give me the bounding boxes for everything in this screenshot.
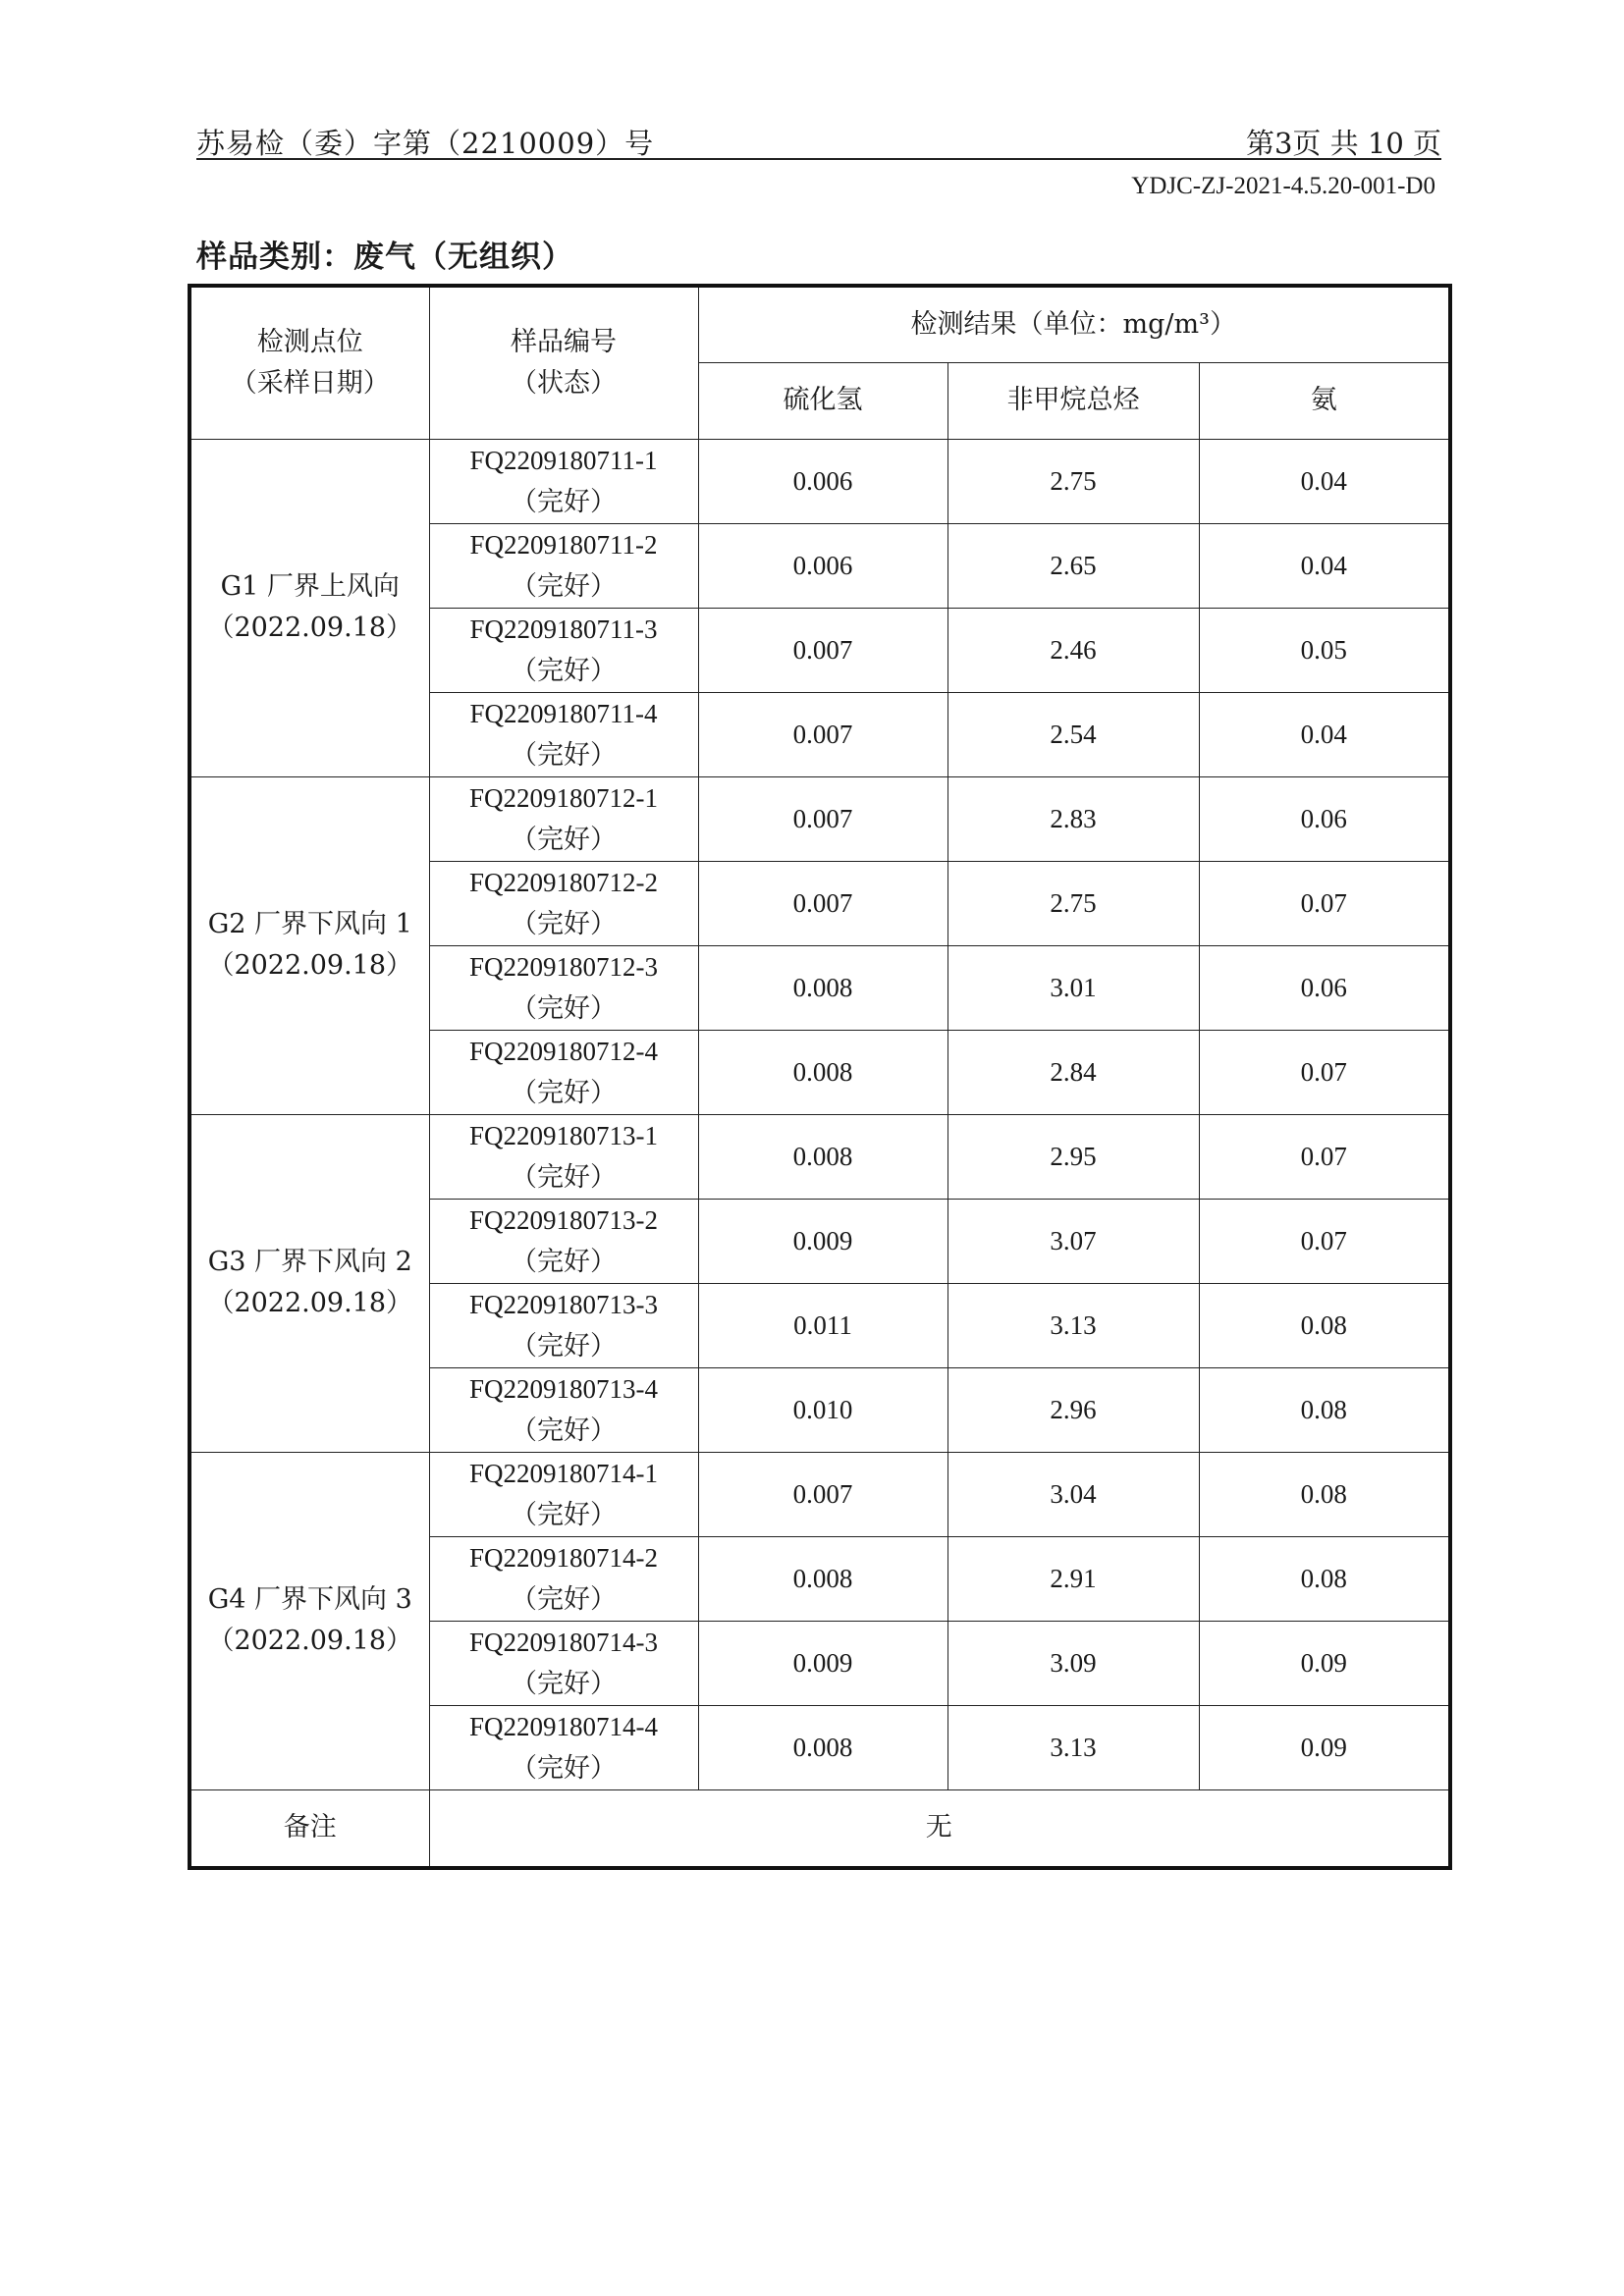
nmhc-value: 2.91 [947,1536,1199,1621]
sample-id: FQ2209180713-4 [468,1374,658,1404]
sample-cell [429,861,698,945]
nh3-value: 0.08 [1199,1452,1450,1536]
report-number: 苏易检（委）字第（2210009）号 [196,127,655,160]
monitoring-point [189,776,429,1114]
sampling-date: （2022.09.18） [207,950,413,981]
sample-cell [429,1705,698,1789]
sample-state: （完好） [511,1584,617,1614]
sample-state: （完好） [511,1500,617,1529]
nmhc-value: 2.75 [947,861,1199,945]
header-sample-line2: （状态） [511,367,617,399]
nmhc-value: 3.13 [947,1283,1199,1367]
sample-id: FQ2209180711-2 [469,530,658,560]
sample-cell [429,945,698,1030]
point-name: G1 厂界上风向 [220,571,400,602]
header-h2s: 硫化氢 [698,362,947,439]
h2s-value: 0.009 [698,1621,947,1705]
sample-cell [429,1283,698,1367]
nmhc-value: 2.96 [947,1367,1199,1452]
nmhc-value: 2.54 [947,692,1199,776]
nmhc-value: 3.13 [947,1705,1199,1789]
section-title: 样品类别：废气（无组织） [196,240,573,275]
sampling-date: （2022.09.18） [207,1288,413,1318]
results-table [188,284,1452,1870]
sample-cell [429,1199,698,1283]
header-row-1 [189,286,1450,362]
header-point-line1: 检测点位 [256,326,363,357]
sample-id: FQ2209180714-1 [468,1459,658,1488]
sample-id: FQ2209180713-1 [468,1121,658,1150]
note-row [189,1789,1450,1868]
nh3-value: 0.09 [1199,1621,1450,1705]
header-rule [196,158,1441,160]
nmhc-value: 3.09 [947,1621,1199,1705]
sample-state: （完好） [511,740,617,770]
monitoring-point [189,1452,429,1789]
sample-state: （完好） [511,1669,617,1698]
sample-id: FQ2209180711-1 [469,446,658,475]
sample-id: FQ2209180711-3 [469,614,658,644]
nmhc-value: 2.75 [947,439,1199,523]
sample-cell [429,1536,698,1621]
nh3-value: 0.04 [1199,692,1450,776]
nh3-value: 0.07 [1199,861,1450,945]
nh3-value: 0.08 [1199,1367,1450,1452]
sample-id: FQ2209180714-2 [468,1543,658,1573]
sample-state: （完好） [511,1331,617,1361]
nh3-value: 0.08 [1199,1283,1450,1367]
h2s-value: 0.008 [698,1705,947,1789]
nmhc-value: 2.83 [947,776,1199,861]
header-nmhc: 非甲烷总烃 [947,362,1199,439]
nmhc-value: 3.07 [947,1199,1199,1283]
table-row [189,439,1450,523]
header-point-line2: （采样日期） [230,367,390,399]
nmhc-value: 2.95 [947,1114,1199,1199]
sample-state: （完好） [511,993,617,1023]
point-name: G4 厂界下风向 3 [207,1584,412,1615]
table-row [189,1114,1450,1199]
sample-id: FQ2209180712-3 [468,952,658,982]
header-nh3: 氨 [1199,362,1450,439]
h2s-value: 0.007 [698,776,947,861]
sample-id: FQ2209180712-2 [468,868,658,897]
sample-cell [429,776,698,861]
header-sample-line1: 样品编号 [511,326,617,357]
sample-state: （完好） [511,909,617,938]
nh3-value: 0.06 [1199,776,1450,861]
h2s-value: 0.006 [698,523,947,608]
nmhc-value: 3.04 [947,1452,1199,1536]
h2s-value: 0.010 [698,1367,947,1452]
sample-id: FQ2209180712-4 [468,1037,658,1066]
sample-id: FQ2209180712-1 [468,783,658,813]
h2s-value: 0.008 [698,1114,947,1199]
sample-id: FQ2209180711-4 [469,699,658,728]
h2s-value: 0.007 [698,608,947,692]
h2s-value: 0.007 [698,861,947,945]
h2s-value: 0.007 [698,1452,947,1536]
nmhc-value: 2.46 [947,608,1199,692]
nh3-value: 0.05 [1199,608,1450,692]
h2s-value: 0.006 [698,439,947,523]
sample-cell [429,692,698,776]
sampling-date: （2022.09.18） [207,1626,413,1656]
sample-state: （完好） [511,1247,617,1276]
sample-cell [429,439,698,523]
header-point [189,286,429,439]
nh3-value: 0.07 [1199,1199,1450,1283]
h2s-value: 0.008 [698,945,947,1030]
header-results: 检测结果（单位：mg/m³） [698,286,1450,362]
sample-state: （完好） [511,1753,617,1783]
sample-state: （完好） [511,571,617,601]
h2s-value: 0.008 [698,1030,947,1114]
sample-cell [429,1621,698,1705]
sample-state: （完好） [511,1162,617,1192]
h2s-value: 0.008 [698,1536,947,1621]
sample-id: FQ2209180713-3 [468,1290,658,1319]
sample-state: （完好） [511,487,617,516]
nh3-value: 0.07 [1199,1114,1450,1199]
nh3-value: 0.04 [1199,523,1450,608]
nh3-value: 0.04 [1199,439,1450,523]
table-row [189,1452,1450,1536]
nh3-value: 0.07 [1199,1030,1450,1114]
h2s-value: 0.011 [698,1283,947,1367]
sample-state: （完好） [511,1078,617,1107]
sample-id: FQ2209180714-3 [468,1628,658,1657]
nh3-value: 0.08 [1199,1536,1450,1621]
sample-id: FQ2209180713-2 [468,1205,658,1235]
monitoring-point [189,439,429,776]
h2s-value: 0.009 [698,1199,947,1283]
note-text: 无 [429,1789,1450,1868]
sample-cell [429,1367,698,1452]
h2s-value: 0.007 [698,692,947,776]
page-info: 第3页 共 10 页 [1245,127,1441,160]
header-sample [429,286,698,439]
note-label: 备注 [189,1789,429,1868]
nh3-value: 0.06 [1199,945,1450,1030]
sampling-date: （2022.09.18） [207,613,413,643]
sample-cell [429,1030,698,1114]
nmhc-value: 2.84 [947,1030,1199,1114]
point-name: G2 厂界下风向 1 [207,909,412,939]
nh3-value: 0.09 [1199,1705,1450,1789]
document-code: YDJC-ZJ-2021-4.5.20-001-D0 [1131,173,1435,199]
sample-cell [429,608,698,692]
nmhc-value: 3.01 [947,945,1199,1030]
sample-state: （完好） [511,656,617,685]
sample-cell [429,1452,698,1536]
point-name: G3 厂界下风向 2 [207,1247,412,1277]
sample-state: （完好） [511,825,617,854]
monitoring-point [189,1114,429,1452]
sample-cell [429,1114,698,1199]
sample-state: （完好） [511,1415,617,1445]
nmhc-value: 2.65 [947,523,1199,608]
sample-id: FQ2209180714-4 [468,1712,658,1741]
sample-cell [429,523,698,608]
table-row [189,776,1450,861]
